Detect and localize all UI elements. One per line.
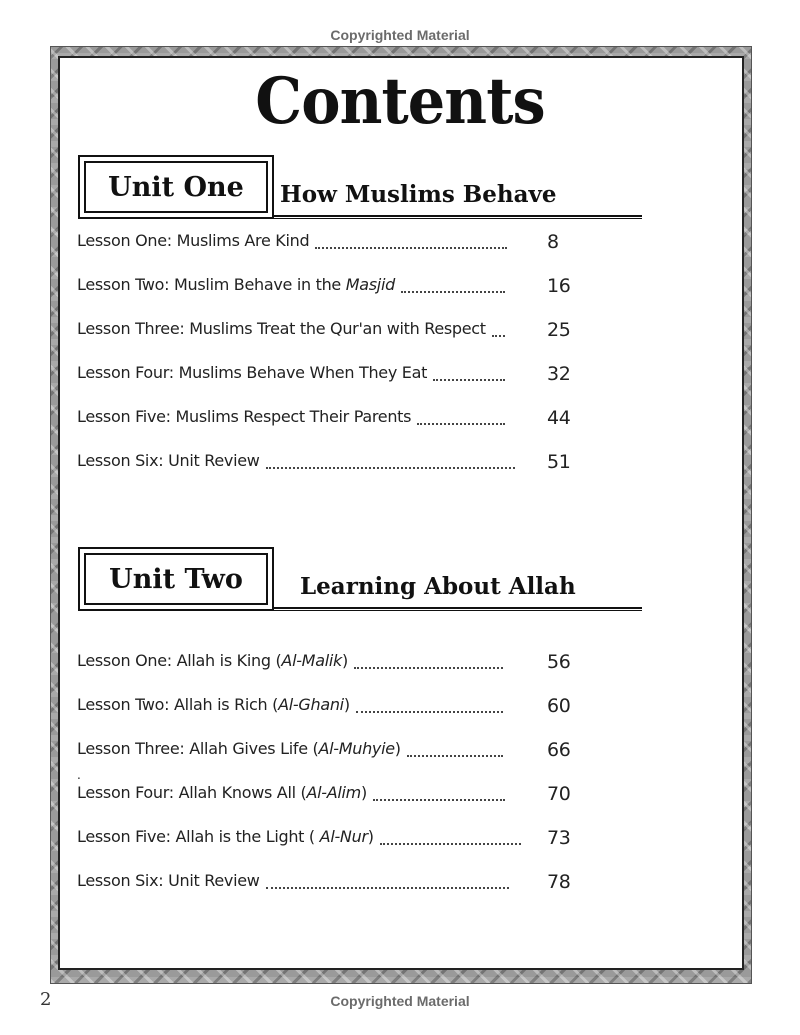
page-title: Contents <box>255 64 545 139</box>
toc-entry-unit2-lesson6[interactable] <box>77 871 571 895</box>
lesson-title: Lesson Four: Allah Knows All (Al-Alim) <box>77 783 367 802</box>
lesson-title: Lesson Two: Muslim Behave in the Masjid <box>77 275 395 294</box>
lesson-page-number: 32 <box>547 363 571 385</box>
leader-dots <box>373 798 505 801</box>
lesson-page-number: 44 <box>547 407 571 429</box>
leader-dots <box>356 710 503 713</box>
leader-dots <box>354 666 503 669</box>
lesson-page-number: 16 <box>547 275 571 297</box>
lesson-title: Lesson Six: Unit Review <box>77 871 260 890</box>
toc-entry-unit1-lesson1[interactable] <box>77 231 559 255</box>
leader-dots <box>266 886 509 889</box>
lesson-page-number: 8 <box>547 231 559 253</box>
unit-one-label: Unit One <box>108 171 244 203</box>
toc-entry-unit1-lesson6[interactable] <box>77 451 571 475</box>
leader-dots <box>401 290 505 293</box>
page-number: 2 <box>40 989 52 1010</box>
toc-entry-unit2-lesson5[interactable] <box>77 827 571 851</box>
toc-entry-unit2-lesson3[interactable] <box>77 739 571 763</box>
lesson-title: Lesson Five: Allah is the Light ( Al-Nur) <box>77 827 374 846</box>
leader-dots <box>492 334 505 337</box>
lesson-title: Lesson Three: Allah Gives Life (Al-Muhyie) <box>77 739 401 758</box>
unit-one-subtitle: How Muslims Behave <box>280 181 557 208</box>
leader-dots <box>417 422 505 425</box>
lesson-page-number: 51 <box>547 451 571 473</box>
unit-one-rule <box>274 215 642 219</box>
unit-two-rule <box>274 607 642 611</box>
lesson-page-number: 78 <box>547 871 571 893</box>
lesson-page-number: 73 <box>547 827 571 849</box>
toc-entry-unit1-lesson5[interactable] <box>77 407 571 431</box>
lesson-title: Lesson Five: Muslims Respect Their Parents <box>77 407 412 426</box>
unit-two-box <box>78 547 274 611</box>
stray-mark: . <box>77 768 81 782</box>
toc-entry-unit1-lesson2[interactable] <box>77 275 571 299</box>
lesson-title: Lesson One: Muslims Are Kind <box>77 231 310 250</box>
leader-dots <box>380 842 521 845</box>
leader-dots <box>407 754 503 757</box>
unit-two-subtitle: Learning About Allah <box>300 573 576 600</box>
toc-entry-unit1-lesson3[interactable] <box>77 319 571 343</box>
lesson-title: Lesson Three: Muslims Treat the Qur'an with Respect <box>77 319 486 338</box>
toc-entry-unit2-lesson1[interactable] <box>77 651 571 675</box>
lesson-title: Lesson One: Allah is King (Al-Malik) <box>77 651 348 670</box>
lesson-title: Lesson Six: Unit Review <box>77 451 260 470</box>
copyright-banner-top: Copyrighted Material <box>330 27 470 43</box>
copyright-banner-bottom: Copyrighted Material <box>330 993 470 1009</box>
toc-entry-unit1-lesson4[interactable] <box>77 363 571 387</box>
lesson-page-number: 56 <box>547 651 571 673</box>
lesson-page-number: 70 <box>547 783 571 805</box>
toc-entry-unit2-lesson4[interactable] <box>77 783 571 807</box>
leader-dots <box>266 466 515 469</box>
lesson-page-number: 25 <box>547 319 571 341</box>
leader-dots <box>433 378 505 381</box>
unit-two-label: Unit Two <box>109 563 243 595</box>
lesson-title: Lesson Four: Muslims Behave When They Eat <box>77 363 428 382</box>
lesson-title: Lesson Two: Allah is Rich (Al-Ghani) <box>77 695 350 714</box>
toc-entry-unit2-lesson2[interactable] <box>77 695 571 719</box>
lesson-page-number: 66 <box>547 739 571 761</box>
unit-one-box <box>78 155 274 219</box>
lesson-page-number: 60 <box>547 695 571 717</box>
leader-dots <box>315 246 507 249</box>
